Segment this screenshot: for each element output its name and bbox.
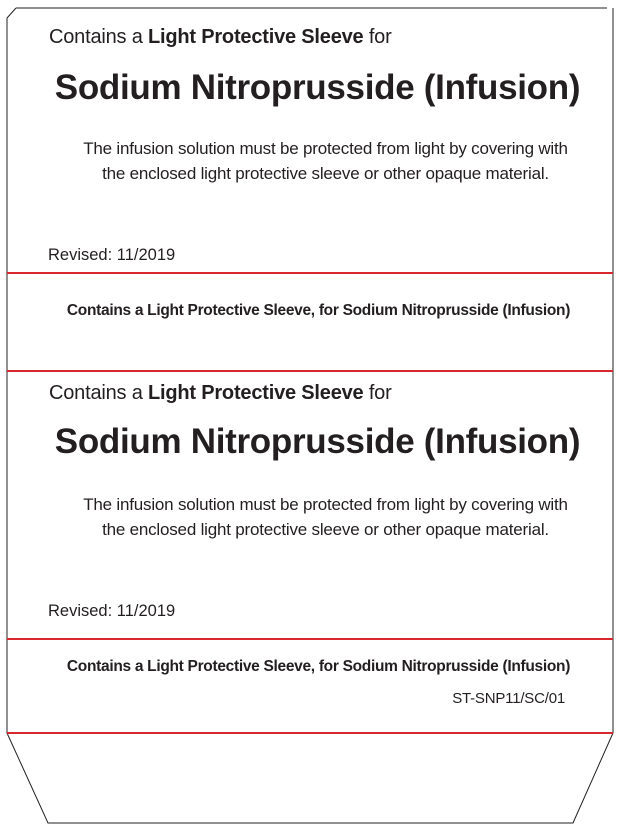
contains-line (49, 26, 392, 49)
fold-line (7, 638, 613, 640)
flap-text: Contains a Light Protective Sleeve, for Sodium Nitroprusside (Infusion) (66, 658, 571, 675)
fold-line (7, 370, 613, 372)
flap-text: Contains a Light Protective Sleeve, for Sodium Nitroprusside (Infusion) (66, 302, 571, 319)
contains-prefix: Contains a (49, 382, 143, 404)
protection-instruction: The infusion solution must be protected from light by covering with the enclosed light protective sleeve or other opaque material. (83, 495, 568, 539)
revised-date: Revised: 11/2019 (48, 602, 176, 620)
contains-line (49, 382, 392, 405)
fold-line (7, 732, 613, 734)
product-title: Sodium Nitroprusside (Infusion) (54, 422, 581, 461)
contains-bold: Light Protective Sleeve (147, 26, 364, 48)
revised-date: Revised: 11/2019 (48, 246, 176, 264)
contains-bold: Light Protective Sleeve (147, 382, 364, 404)
contains-prefix: Contains a (49, 26, 143, 48)
product-title: Sodium Nitroprusside (Infusion) (54, 68, 581, 107)
document-code: ST-SNP11/SC/01 (452, 690, 565, 707)
contains-suffix: for (368, 26, 392, 48)
fold-line (7, 272, 613, 274)
contains-suffix: for (368, 382, 392, 404)
protection-instruction: The infusion solution must be protected from light by covering with the enclosed light protective sleeve or other opaque material. (83, 139, 568, 183)
